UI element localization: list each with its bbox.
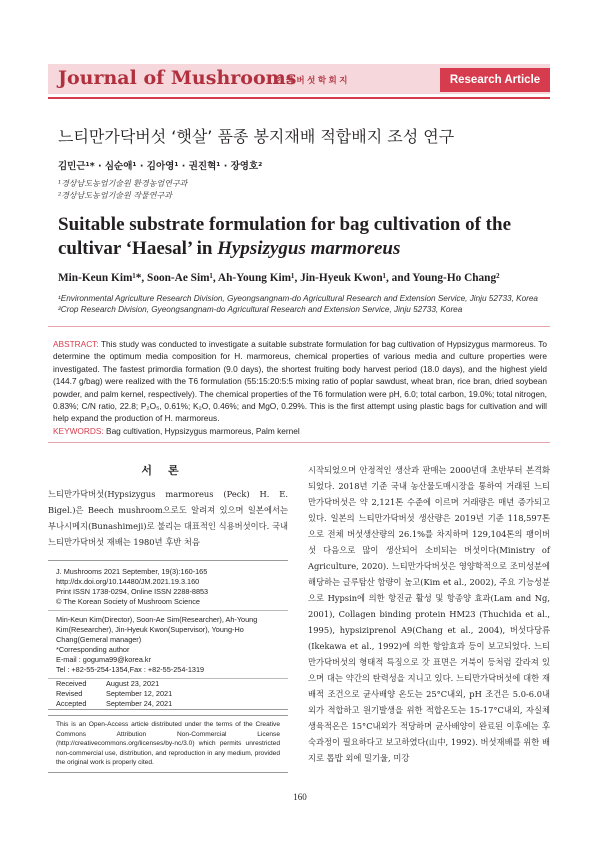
english-affiliation-2: ²Crop Research Division, Gyeongsangnam-do Agricultural Research and Extension Service, Jinju 52733, Korea — [58, 305, 463, 314]
oa-bottom-rule — [48, 772, 288, 773]
contributors-line: Kim(Researcher), Jin-Hyeuk Kwon(Supervisor), Young-Ho — [56, 625, 244, 634]
journal-header — [48, 64, 550, 100]
abstract-text: This study was conducted to investigate a suitable substrate formulation for bag cultivation of Hypsizygus marmoreus. To determine the optimum media composition for H. marmoreus, chemical properties of various media and culture properties were investigated. The fastest primordia formation (9.0 days), the shortest fruiting body harvest period (18.0 days), and the highest yield (144.7 g/bag) were realized with the T6 formulation (55:15:20:5:5 mixing ratio of poplar sawdust, wheat bran, rice bran, dried soybean powder, and palm kernel, respectively). The chemical properties of the T6 formulation were pH, 6.0; total carbon, 19.0%; total nitrogen, 0.83%; C/N ratio, 22.8; P₂O₅, 0.61%; K₂O, 0.46%; and MgO, 0.29%. This is the first attempt using plastic bags for cultivation and will help expand the production of H. marmoreus. — [53, 339, 547, 424]
page-number: 160 — [293, 792, 307, 802]
abstract-top-rule — [48, 326, 550, 327]
keywords — [53, 426, 547, 436]
contributors-line: Min-Keun Kim(Director), Soon-Ae Sim(Researcher), Ah-Young — [56, 615, 258, 624]
open-access-text: This is an Open-Access article distributed under the terms of the Creative Commons Attribution Non-Commercial License (http://creativecommons.org/licenses/by-nc/3.0) which permits unrestricted non-commercial use, distribution, and reproduction in any medium, provided the original work is properly cited. — [56, 721, 280, 766]
korean-affiliation-2: ²경상남도농업기술원 작물연구과 — [58, 191, 172, 200]
introduction-right-column: 시작되었으며 안정적인 생산과 판매는 2000년대 초반부터 본격화되었다. 2018년 기준 국내 농산물도매시장을 통하여 거래된 느티만가닥버섯은 약 2,121톤 수준에 이르며 거래량은 매년 증가되고 있다. 일본의 느티만가닥버섯 생산량은 2019년 기준 118,597톤으로 전체 버섯생산량의 26.1%를 차지하며 129,104톤의 팽이버섯 다음으로 많이 생산되어 소비되는 버섯이다(Ministry of Agriculture, 2020). 느티만가닥버섯은 영양학적으로 조미성분에 해당하는 글루탐산 함량이 높고(Kim et al., 2002), 주요 기능성분으로 Hypsin에 의한 항진균 활성 및 항종양 효과(Lam and Ng, 2001), Collagen binding protein HM23 (Thuchida et al., 1995), hypsiziprenol A9(Chang et al., 2004), 버섯다당류(Ikekawa et al., 1992)에 의한 항암효과 등이 보고되었다. 느티만가닥버섯의 형태적 특징으로 갓 표면은 거북이 등처럼 갈라져 있으며 대는 약간의 탄력성을 지니고 있다. 느티만가닥버섯에 대한 재배적 조건으로 균사배양 온도는 25°C내외, pH 조건은 5.0-6.0내외가 적합하고 원기발생을 위한 적합온도는 15-17°C내외, 자실체 생육적온은 15°C내외가 적당하며 균사배양이 완료된 이후에는 후숙과정이 필요하다고 보고하였다(山中, 1992). 버섯재배를 위한 배지로 톱밥 외에 밀기울, 미강 — [308, 465, 550, 763]
corresponding-author-line: *Corresponding author — [56, 645, 130, 654]
article-type-badge: Research Article — [440, 68, 550, 92]
copyright-line: © The Korean Society of Mushroom Science — [56, 597, 200, 606]
received-date: Received August 23, 2021 — [56, 679, 160, 688]
contributors-block — [56, 615, 257, 675]
abstract-bottom-rule — [48, 442, 550, 443]
english-authors: Min-Keun Kim¹*, Soon-Ae Sim¹, Ah-Young Kim¹, Jin-Hyeuk Kwon¹, and Young-Ho Chang² — [58, 272, 500, 284]
article-info-box — [48, 560, 288, 710]
open-access-notice — [48, 715, 288, 773]
journal-title: Journal of Mushrooms — [58, 67, 297, 89]
english-title — [58, 213, 558, 261]
phone-line: Tel : +82-55-254-1354,Fax : +82-55-254-1319 — [56, 665, 205, 674]
issn-line: Print ISSN 1738-0294, Online ISSN 2288-8853 — [56, 587, 209, 596]
info-separator — [48, 610, 288, 611]
section-heading-introduction: 서론 — [141, 464, 195, 477]
journal-korean-title: 한국버섯학회지 — [275, 76, 350, 86]
abstract-label: ABSTRACT: — [53, 339, 99, 349]
korean-affiliation-1: ¹경상남도농업기술원 환경농업연구과 — [58, 179, 188, 188]
contributors-line: Chang(Gemeral manager) — [56, 635, 142, 644]
keywords-label: KEYWORDS: — [53, 426, 104, 436]
dates-block — [56, 679, 172, 709]
citation-line: J. Mushrooms 2021 September, 19(3):160-165 — [56, 567, 208, 576]
introduction-left-column: 느티만가닥버섯(Hypsizygus marmoreus (Peck) H. E. Bigel.)은 Beech mushroom으로도 알려져 있으며 일본에서는 부나시메지(Bunashimeji)로 불리는 대표적인 식용버섯이다. 국내 느티만가닥버섯 재배는 1980년 후반 처음 — [48, 489, 288, 547]
english-title-species: Hypsizygus marmoreus — [217, 238, 401, 259]
korean-title: 느티만가닥버섯 ‘햇살’ 품종 봉지재배 적합배지 조성 연구 — [58, 127, 455, 146]
abstract — [53, 338, 547, 425]
header-rule — [48, 97, 550, 99]
oa-top-rule — [48, 715, 288, 716]
accepted-date: Accepted September 24, 2021 — [56, 699, 173, 708]
english-title-text: Suitable substrate formulation for bag cultivation of the cultivar ‘Haesal’ in — [58, 214, 512, 259]
doi-line: http://dx.doi.org/10.14480/JM.2021.19.3.160 — [56, 577, 200, 586]
keywords-text: Bag cultivation, Hypsizygus marmoreus, Palm kernel — [106, 426, 300, 436]
email-line: E-mail : goguma99@korea.kr — [56, 655, 152, 664]
english-affiliation-1: ¹Environmental Agriculture Research Division, Gyeongsangnam-do Agricultural Research and Extension Service, Jinju 52733, Korea — [58, 294, 538, 303]
revised-date: Revised September 12, 2021 — [56, 689, 173, 698]
korean-authors: 김민근¹* · 심순애¹ · 김아영¹ · 권진혁¹ · 장영호² — [58, 161, 263, 172]
citation-block — [56, 567, 208, 607]
